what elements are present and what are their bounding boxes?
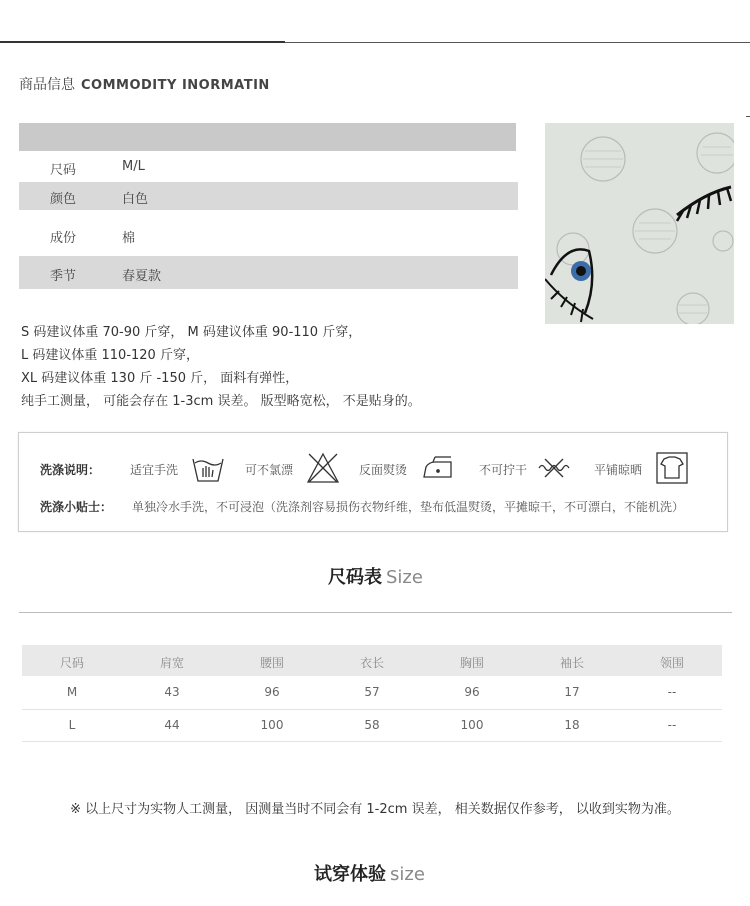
- washing-tips-text: 单独冷水手洗，不可浸泡（洗涤剂容易损伤衣物纤维，垫布低温熨烫，平摊晾干，不可漂白，不能机洗）: [132, 500, 685, 514]
- size-section-rule: [19, 612, 732, 613]
- measurement-footnote: ※ 以上尺寸为实物人工测量， 因测量当时不同会有 1-2cm 误差， 相关数据仅作参考， 以收到实物为准。: [70, 802, 680, 817]
- size-table-divider: [22, 741, 722, 742]
- size-note-line: L 码建议体重 110-120 斤穿，: [21, 348, 199, 363]
- no-bleach-icon: [306, 451, 340, 485]
- wash-label-wring: 不可拧干: [479, 463, 528, 477]
- size-table-header-cell: 胸围: [459, 656, 484, 670]
- size-table-cell: 96: [464, 685, 480, 699]
- spec-value: 棉: [122, 231, 136, 246]
- size-table-divider: [22, 709, 722, 710]
- spec-value: 白色: [122, 192, 149, 207]
- size-table-header-cell: 肩宽: [159, 656, 184, 670]
- washing-tips-title: 洗涤小贴士：: [40, 500, 113, 514]
- spec-key: 颜色: [50, 192, 77, 207]
- header-rule-thin: [285, 42, 750, 43]
- size-table-cell: 100: [260, 718, 284, 732]
- tryon-title-en: size: [390, 864, 425, 885]
- wash-label-iron: 反面熨烫: [359, 463, 408, 477]
- spec-row-color: [19, 182, 518, 210]
- spec-value: M/L: [122, 159, 145, 174]
- size-table-cell: 100: [460, 718, 484, 732]
- spec-key: 季节: [50, 269, 77, 284]
- size-note-line: XL 码建议体重 130 斤 -150 斤， 面料有弹性，: [21, 371, 299, 386]
- spec-row-material: [19, 221, 518, 249]
- tryon-section-title: [314, 860, 425, 886]
- size-section-title: [328, 563, 423, 589]
- hand-wash-icon: [191, 451, 225, 485]
- no-wring-icon: [537, 451, 571, 485]
- wash-label-bleach: 可不氯漂: [245, 463, 294, 477]
- tryon-title-cn: 试穿体验: [314, 864, 386, 885]
- spec-row-season: [19, 256, 518, 289]
- wash-label-hand: 适宜手洗: [130, 463, 179, 477]
- size-note-line: S 码建议体重 70-90 斤穿， M 码建议体重 90-110 斤穿，: [21, 325, 362, 340]
- size-table-header-cell: 袖长: [559, 656, 584, 670]
- size-table-header-cell: 腰围: [259, 656, 284, 670]
- size-table-cell: M: [66, 685, 78, 699]
- size-table-cell: 43: [164, 685, 180, 699]
- size-table-cell: 57: [364, 685, 380, 699]
- size-table-header-cell: 领围: [659, 656, 684, 670]
- size-title-cn: 尺码表: [328, 567, 382, 588]
- size-table-cell: 17: [564, 685, 580, 699]
- spec-value: 春夏款: [122, 269, 162, 284]
- spec-table-header-bar: [19, 123, 516, 151]
- size-table-cell: --: [667, 685, 677, 699]
- size-table-header-cell: 衣长: [359, 656, 384, 670]
- size-table-cell: 18: [564, 718, 580, 732]
- size-title-en: Size: [386, 567, 423, 588]
- wash-label-dry: 平铺晾晒: [594, 463, 643, 477]
- washing-box: [18, 432, 728, 532]
- dry-flat-icon: [655, 451, 689, 485]
- washing-title: 洗涤说明：: [40, 463, 101, 477]
- size-table-cell: L: [68, 718, 76, 732]
- section-heading: [19, 74, 270, 94]
- size-table-header-cell: 尺码: [59, 656, 84, 670]
- size-table-cell: --: [667, 718, 677, 732]
- spec-row-size: [19, 153, 518, 181]
- spec-key: 尺码: [50, 163, 77, 178]
- size-table-cell: 58: [364, 718, 380, 732]
- section-heading-cn: 商品信息: [19, 77, 75, 93]
- size-table-cell: 96: [264, 685, 280, 699]
- spec-key: 成份: [50, 231, 77, 246]
- section-heading-en: COMMODITY INORMATIN: [81, 78, 270, 93]
- header-rule-thick: [0, 41, 285, 43]
- iron-icon: [421, 451, 455, 485]
- edge-tick: [746, 116, 750, 117]
- size-note-line: 纯手工测量， 可能会存在 1-3cm 误差。 版型略宽松， 不是贴身的。: [21, 394, 421, 409]
- fabric-photo: [545, 123, 734, 324]
- size-table-cell: 44: [164, 718, 180, 732]
